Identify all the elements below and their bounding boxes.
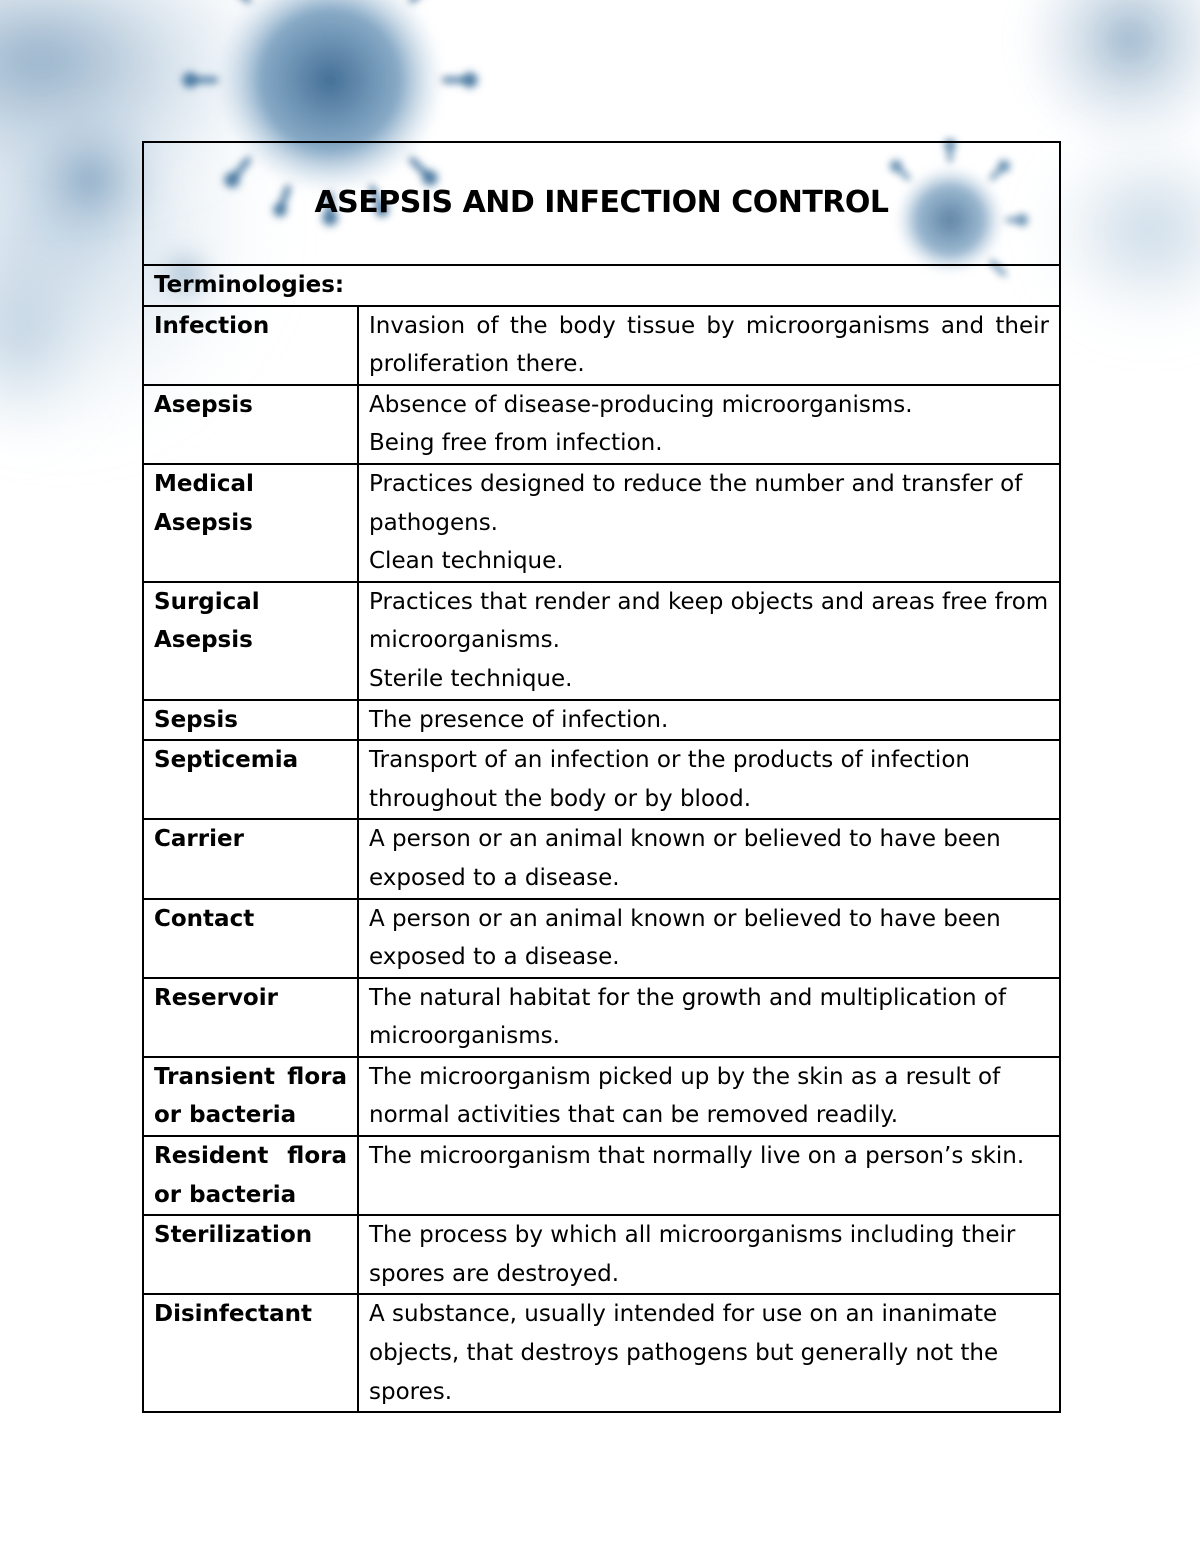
table-row [143,385,1060,464]
term-cell: Sepsis [143,700,358,741]
term-cell: Carrier [143,819,358,898]
definition-line: The process by which all microorganisms including their spores are destroyed. [369,1222,1016,1287]
term-cell: Asepsis [143,385,358,464]
definition-line: The microorganism picked up by the skin as a result of normal activities that can be removed readily. [369,1063,1001,1129]
definition-cell [358,1136,1060,1215]
table-row [143,1215,1060,1294]
definition-cell [358,1294,1060,1412]
definition-line: Being free from infection. [369,430,663,457]
term-cell: Sterilization [143,1215,358,1294]
term-cell: Transient flora or bacteria [143,1057,358,1136]
definition-cell [358,899,1060,978]
definition-line: Transport of an infection or the products of infection throughout the body or by blood. [369,747,970,812]
section-label: Terminologies: [143,265,1060,306]
definition-line: A person or an animal known or believed to have been exposed to a disease. [369,826,1001,891]
table-row [143,306,1060,385]
title-row [143,142,1060,265]
definition-line: The presence of infection. [369,706,669,733]
table-row [143,1057,1060,1136]
terminology-table [142,141,1061,1413]
table-row [143,1294,1060,1412]
term-cell: Septicemia [143,740,358,819]
definition-line: The natural habitat for the growth and multiplication of microorganisms. [369,984,1007,1050]
table-row [143,1136,1060,1215]
definition-cell [358,1057,1060,1136]
definition-line: Practices designed to reduce the number and transfer of pathogens. [369,470,1023,536]
term-cell: Resident flora or bacteria [143,1136,358,1215]
table-row [143,899,1060,978]
term-cell: Reservoir [143,978,358,1057]
definition-cell [358,740,1060,819]
definition-line: A substance, usually intended for use on an inanimate objects, that destroys pathogens but generally not the spores. [369,1301,999,1405]
table-row [143,582,1060,700]
term-cell: Disinfectant [143,1294,358,1412]
table-row [143,464,1060,582]
definition-line: A person or an animal known or believed to have been exposed to a disease. [369,905,1001,971]
definition-line: Practices that render and keep objects and areas free from microorganisms. [369,588,1049,654]
table-row [143,700,1060,741]
definition-cell [358,385,1060,464]
term-cell: Contact [143,899,358,978]
definition-cell [358,464,1060,582]
definition-cell [358,978,1060,1057]
table-row [143,978,1060,1057]
definition-cell [358,819,1060,898]
term-cell: Surgical Asepsis [143,582,358,700]
document-title: ASEPSIS AND INFECTION CONTROL [143,142,1060,265]
definition-line: Sterile technique. [369,665,573,692]
section-row [143,265,1060,306]
table-row [143,740,1060,819]
table-row [143,819,1060,898]
definition-line: Absence of disease-producing microorganisms. [369,391,913,418]
definition-cell [358,306,1060,385]
term-cell: Medical Asepsis [143,464,358,582]
definition-cell [358,700,1060,741]
definition-cell [358,1215,1060,1294]
definition-cell [358,582,1060,700]
term-cell: Infection [143,306,358,385]
definition-line: Invasion of the body tissue by microorganisms and their proliferation there. [369,312,1049,378]
definition-line: Clean technique. [369,548,564,575]
definition-line: The microorganism that normally live on a person’s skin. [369,1143,1025,1170]
